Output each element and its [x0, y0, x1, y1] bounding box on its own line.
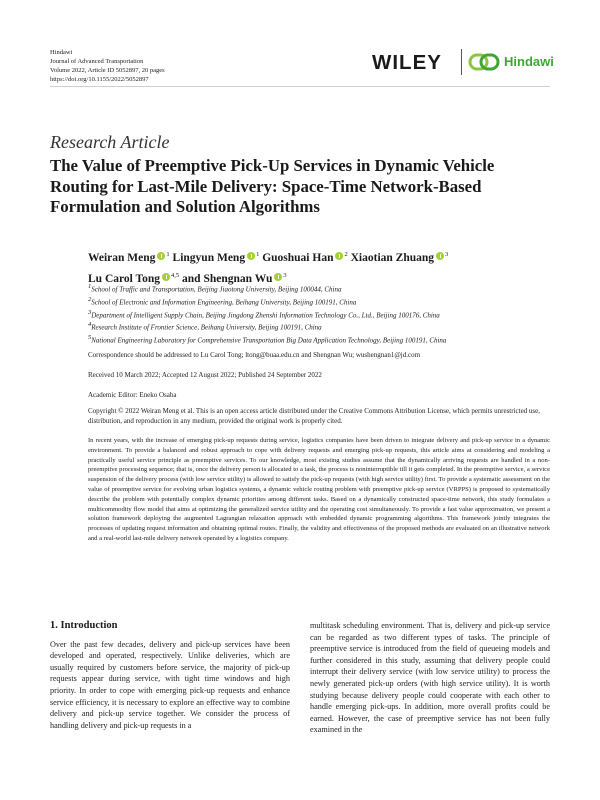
affiliation-number: 4	[88, 321, 92, 329]
orcid-icon[interactable]	[247, 252, 255, 260]
affiliation-item	[88, 320, 558, 333]
affiliation-number: 3	[88, 308, 92, 316]
affiliation-item	[88, 308, 558, 321]
hindawi-logo-text: Hindawi	[504, 54, 554, 69]
header-divider	[50, 86, 550, 87]
intro-left-column	[50, 620, 290, 731]
author-name: Guoshuai Han	[262, 251, 334, 264]
wiley-logo: WILEY	[372, 51, 442, 74]
publication-dates: Received 10 March 2022; Accepted 12 August 2022; Published 24 September 2022	[88, 371, 322, 379]
orcid-icon[interactable]	[335, 252, 343, 260]
affiliation-item	[88, 295, 558, 308]
author-affiliation-ref: 4,5	[171, 271, 180, 279]
author-name: Lingyun Meng	[172, 251, 246, 264]
affiliation-item	[88, 282, 558, 295]
author-name: Shengnan Wu	[203, 272, 273, 285]
affiliation-text: Department of Intelligent Supply Chain, Beijing Jingdong Zhenshi Information Technology Co., Ltd., Beijing 100176, China	[91, 310, 440, 319]
publisher-line: Hindawi	[50, 49, 73, 56]
orcid-icon[interactable]	[162, 273, 170, 281]
journal-meta	[50, 48, 165, 84]
author-name: Xiaotian Zhuang	[350, 251, 435, 264]
article-type: Research Article	[50, 132, 170, 152]
author-affiliation-ref: 3	[445, 251, 449, 258]
orcid-icon[interactable]	[157, 252, 165, 260]
affiliation-item	[88, 333, 558, 346]
logo-divider	[461, 49, 462, 75]
intro-right-column	[310, 620, 550, 736]
author-affiliation-ref: 3	[283, 271, 287, 279]
correspondence: Correspondence should be addressed to Lu Carol Tong; ltong@buaa.edu.cn and Shengnan Wu; wushengnan1@jd.com	[88, 351, 421, 359]
author-affiliation-ref: 1	[166, 251, 170, 258]
doi-link[interactable]: https://doi.org/10.1155/2022/5052897	[50, 76, 149, 83]
publisher-logos	[372, 49, 562, 79]
orcid-icon[interactable]	[436, 252, 444, 260]
orcid-icon[interactable]	[274, 273, 282, 281]
author-affiliation-ref: 2	[344, 251, 348, 258]
intro-paragraph: Over the past few decades, delivery and pick-up services have been developed and operated, respectively. Unlike deliveries, which are usually required by customers before service, the majority of pick-up requests appear during service, with tight time windows and high priority. In order to cope with emerging pick-up requests and enhance service efficiency, it is necessary to explore an effective way to combine delivery and pick-up service together. We consider the process of handling delivery and pick-up requests in a	[50, 639, 290, 730]
affiliation-text: School of Electronic and Information Engineering, Beihang University, Beijing 100191, China	[91, 298, 357, 307]
affiliation-number: 2	[88, 295, 92, 303]
section-heading: 1. Introduction	[50, 620, 118, 631]
affiliation-number: 1	[88, 283, 92, 290]
volume-info: Volume 2022, Article ID 5052897, 20 pages	[50, 67, 165, 74]
abstract: In recent years, with the increase of emerging pick-up requests during service, logistics companies have been driven to integrate delivery and pick-up service in a dynamic environment. To provide a balanced and robust approach to cope with delivery requests and emerging pick-up requests, this article aims at considering and modeling a practically useful service principle as preemptive services. To our knowledge, most existing studies assume that the dynamically arriving requests are handled in a non-preemptive processing sequence; that is, once the delivery person is allocated to a task, the process is noninterruptible till it gets completed. In the preemptive service, a service suspension of the delivery process (with low service utility) is allowed to satisfy the pick-up requests (with high service utility) first. To provide a systematic assessment on the value of preemptive service for evolving urban logistics systems, a dynamic vehicle routing problem with preemptive pick-up service (VRPPS) is proposed to systematically describe the problem with potentially complex dynamic priorities among different tasks. Based on a dynamically constructed space-time network, this study formulates a multicommodity flow model that aims at optimizing the generalized service utility and the operating cost simultaneously. To provide a fast value approximation, we present a solution framework deploying the augmented Lagrangian relaxation approach with embedded dynamic programming algorithms. This framework jointly integrates the processes of updating request information and obtaining optimal routes. Finally, the validity and effectiveness of the proposed methods are evaluated on an illustrative network and a real-world last-mile delivery network operated by a logistics company.	[88, 437, 550, 542]
affiliation-text: Research Institute of Frontier Science, Beihang University, Beijing 100191, China	[91, 323, 322, 332]
copyright-notice: Copyright © 2022 Weiran Meng et al. This is an open access article distributed under the Creative Commons Attribution License, which permits unrestricted use, distribution, and reproduction in any medium, provided the original work is properly cited.	[88, 407, 541, 425]
article-title: The Value of Preemptive Pick-Up Services in Dynamic Vehicle Routing for Last-Mile Delivery: Space-Time Network-Based Formulation and Solution Algorithms	[50, 156, 495, 216]
author-list: Weiran Meng $^1$ Lingyun Meng $^1$ Guoshuai Han $^2$ Xiaotian Zhuang $^3$ Lu Carol Tong $^{4,5}$ and Shengnan Wu $^3$	[88, 251, 449, 285]
author-name: Weiran Meng	[88, 251, 156, 264]
intro-paragraph-continued: multitask scheduling environment. That is, delivery and pick-up service can be regarded as two different types of tasks. The principle of preemptive service is introduced from the field of queueing models and further considered in this study, assuming that delivery people could interrupt their delivery service (with low service utility) to process the newly generated pick-up orders (with high service utility). It is worth studying because delivery people could cooperate with each other to handle emerging pick-ups. In addition, more overall profits could be earned. However, the case of preemptive service has not been fully examined in the	[310, 621, 550, 735]
author-affiliation-ref: 1	[256, 251, 260, 258]
author-name: Lu Carol Tong	[88, 272, 161, 285]
affiliation-list	[88, 282, 558, 346]
hindawi-logo-icon	[468, 52, 502, 72]
affiliation-text: School of Traffic and Transportation, Beijing Jiaotong University, Beijing 100044, China	[91, 285, 342, 294]
journal-name: Journal of Advanced Transportation	[50, 58, 144, 65]
affiliation-number: 5	[88, 334, 92, 342]
academic-editor: Academic Editor: Eneko Osaba	[88, 391, 177, 399]
affiliation-text: National Engineering Laboratory for Comprehensive Transportation Big Data Application Technology, Beijing 100191, China	[91, 336, 447, 345]
